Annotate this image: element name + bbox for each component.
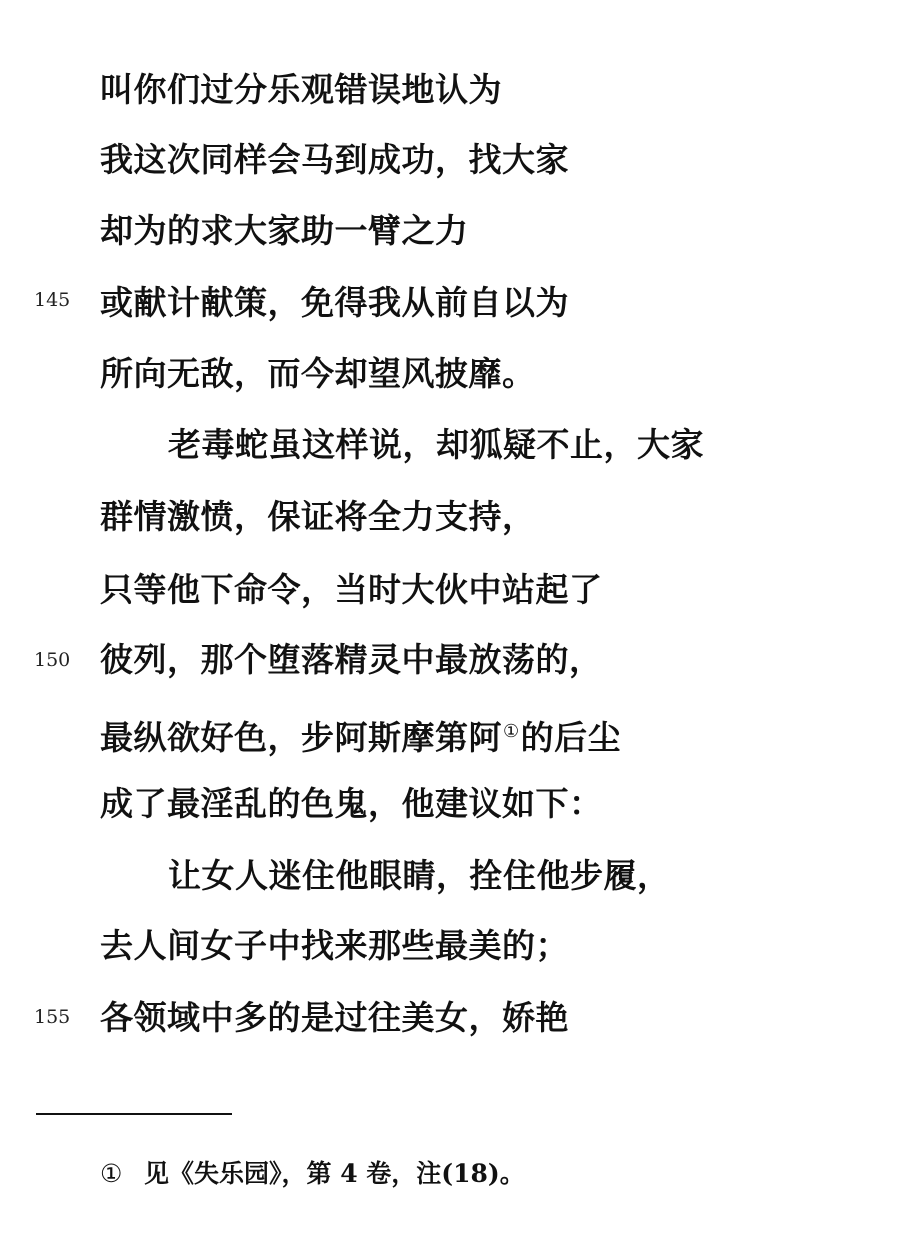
line-number-150: 150 [34,649,71,671]
verse-text: 最纵欲好色，步阿斯摩第阿 [100,718,502,757]
footnote-reference: ① [503,721,520,742]
verse-line-indented: 让女人迷住他眼睛，拴住他步履， [168,856,671,895]
verse-line: 彼列，那个堕落精灵中最放荡的， [100,640,603,679]
footnote-divider [36,1113,232,1115]
verse-line: 叫你们过分乐观错误地认为 [100,70,502,109]
footnote-text: 见《失乐园》，第 4 卷，注(18)。 [144,1159,525,1188]
verse-line: 我这次同样会马到成功，找大家 [100,140,569,179]
verse-line: 或献计献策，免得我从前自以为 [100,283,569,322]
verse-line: 只等他下命令，当时大伙中站起了 [100,570,603,609]
verse-line: 群情激愤，保证将全力支持， [100,497,536,536]
footnote-marker: ① [100,1159,123,1188]
line-number-145: 145 [34,289,71,311]
verse-line-indented: 老毒蛇虽这样说，却狐疑不止，大家 [168,425,704,464]
verse-line: 成了最淫乱的色鬼，他建议如下： [100,784,603,823]
verse-line: 所向无敌，而今却望风披靡。 [100,354,536,393]
line-number-155: 155 [34,1006,71,1028]
footnote [100,1156,525,1192]
verse-line: 各领域中多的是过往美女，娇艳 [100,998,569,1037]
verse-line: 却为的求大家助一臂之力 [100,211,469,250]
verse-line-with-footnote [100,712,622,757]
verse-text: 的后尘 [520,718,622,757]
verse-line: 去人间女子中找来那些最美的； [100,926,569,965]
